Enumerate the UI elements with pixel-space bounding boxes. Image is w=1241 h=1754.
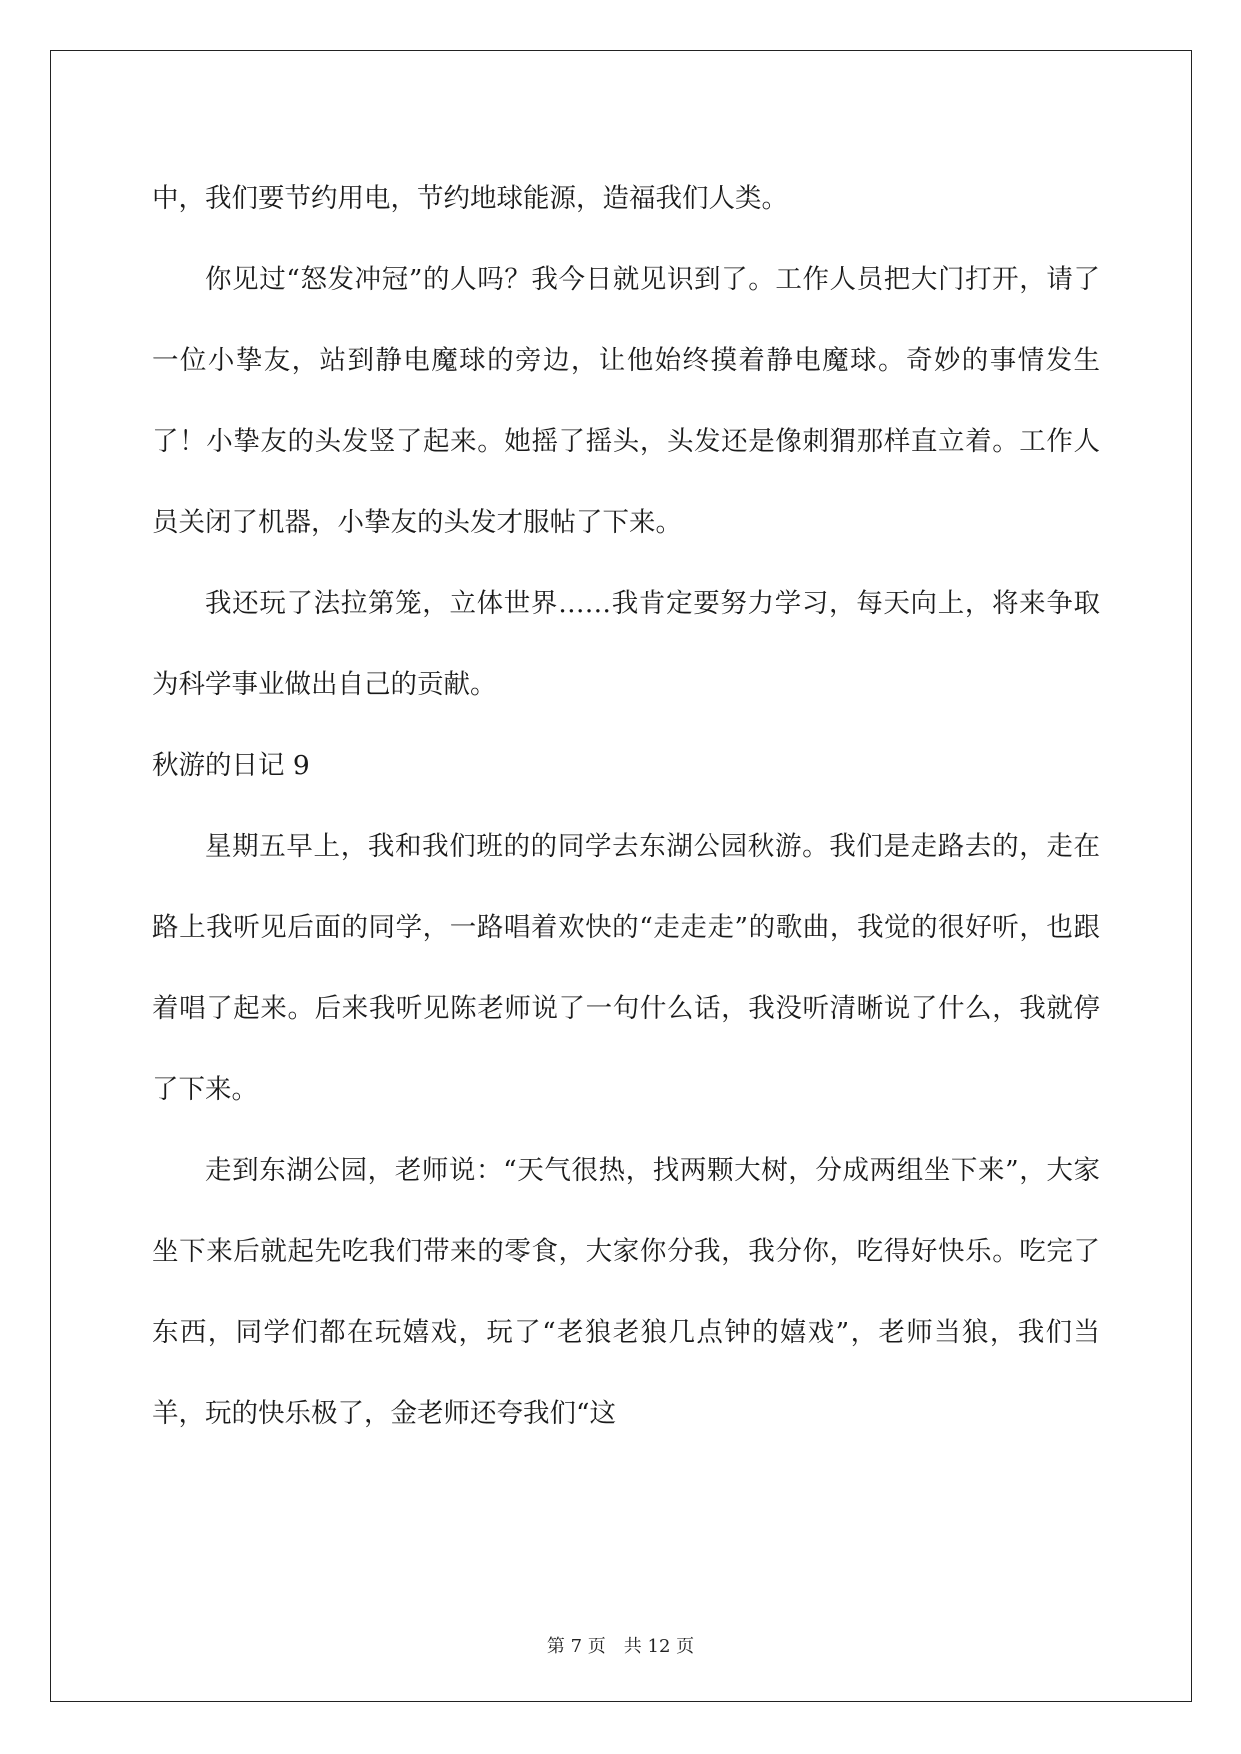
page-number: 第 7 页 (546, 1636, 606, 1657)
page-total: 共 12 页 (623, 1636, 695, 1657)
paragraph-continuation: 中，我们要节约用电，节约地球能源，造福我们人类。 (152, 183, 788, 214)
document-body (152, 158, 1100, 1454)
paragraph: 我还玩了法拉第笼，立体世界……我肯定要努力学习，每天向上，将来争取为科学事业做出自己的贡献。 (152, 588, 1100, 700)
section-heading: 秋游的日记 9 (152, 750, 310, 781)
paragraph: 走到东湖公园，老师说：“天气很热，找两颗大树，分成两组坐下来”，大家坐下来后就起先吃我们带来的零食，大家你分我，我分你，吃得好快乐。吃完了东西，同学们都在玩嬉戏，玩了“老狼老狼几点钟的嬉戏”，老师当狼，我们当羊，玩的快乐极了，金老师还夸我们“这 (152, 1155, 1100, 1429)
page-footer (0, 1632, 1241, 1658)
paragraph: 星期五早上，我和我们班的的同学去东湖公园秋游。我们是走路去的，走在路上我听见后面的同学，一路唱着欢快的“走走走”的歌曲，我觉的很好听，也跟着唱了起来。后来我听见陈老师说了一句什么话，我没听清晰说了什么，我就停了下来。 (152, 831, 1100, 1105)
paragraph: 你见过“怒发冲冠”的人吗？我今日就见识到了。工作人员把大门打开，请了一位小挚友，站到静电魔球的旁边，让他始终摸着静电魔球。奇妙的事情发生了！小挚友的头发竖了起来。她摇了摇头，头发还是像刺猬那样直立着。工作人员关闭了机器，小挚友的头发才服帖了下来。 (152, 264, 1100, 538)
